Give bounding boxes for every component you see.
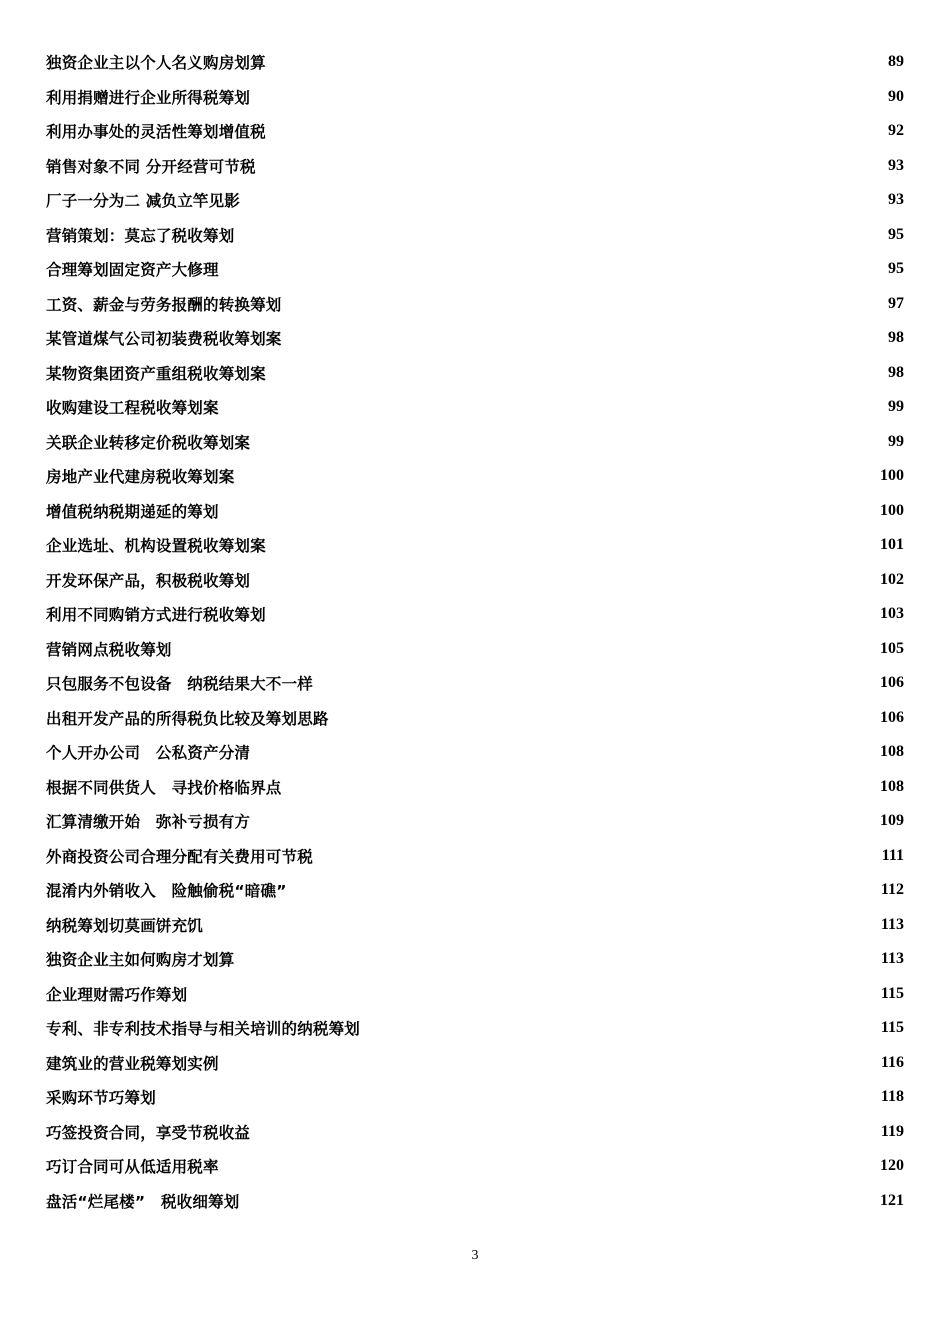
toc-entry[interactable]: [46, 287, 904, 322]
toc-entry-page-number: 90: [888, 87, 904, 105]
toc-entry-title: 汇算清缴开始 弥补亏损有方: [46, 813, 251, 832]
toc-entry-title: 利用捐赠进行企业所得税筹划: [46, 88, 251, 107]
toc-entry[interactable]: [46, 1184, 904, 1219]
toc-entry-title: 外商投资公司合理分配有关费用可节税: [46, 847, 313, 866]
toc-entry-title: 收购建设工程税收筹划案: [46, 399, 219, 418]
toc-entry-page-number: 115: [880, 1019, 904, 1037]
toc-entry[interactable]: [46, 459, 904, 494]
toc-entry-title: 巧签投资合同，享受节税收益: [46, 1123, 251, 1142]
toc-entry-page-number: 95: [888, 225, 904, 243]
toc-entry[interactable]: [46, 114, 904, 149]
toc-entry-title: 工资、薪金与劳务报酬的转换筹划: [46, 295, 282, 314]
toc-entry-page-number: 108: [880, 777, 904, 795]
toc-entry[interactable]: [46, 770, 904, 805]
toc-entry[interactable]: [46, 563, 904, 598]
toc-entry[interactable]: [46, 321, 904, 356]
toc-entry[interactable]: [46, 494, 904, 529]
toc-entry[interactable]: [46, 873, 904, 908]
page-number: 3: [471, 1248, 479, 1263]
toc-entry-title: 企业选址、机构设置税收筹划案: [46, 537, 266, 556]
toc-entry-page-number: 99: [888, 398, 904, 416]
toc-entry-page-number: 116: [880, 1053, 904, 1071]
toc-entry-title: 个人开办公司 公私资产分清: [46, 744, 251, 763]
toc-entry[interactable]: [46, 839, 904, 874]
toc-entry-page-number: 106: [880, 708, 904, 726]
toc-entry-page-number: 102: [880, 570, 904, 588]
toc-entry-page-number: 108: [880, 743, 904, 761]
toc-entry-page-number: 106: [880, 674, 904, 692]
toc-entry[interactable]: [46, 1115, 904, 1150]
toc-entry-page-number: 100: [880, 467, 904, 485]
toc-entry-title: 巧订合同可从低适用税率: [46, 1158, 219, 1177]
toc-entry-page-number: 119: [880, 1122, 904, 1140]
table-of-contents: [46, 45, 904, 1218]
toc-entry-page-number: 97: [888, 294, 904, 312]
toc-entry[interactable]: [46, 252, 904, 287]
toc-entry[interactable]: [46, 390, 904, 425]
toc-entry[interactable]: [46, 666, 904, 701]
toc-entry[interactable]: [46, 977, 904, 1012]
toc-entry-title: 采购环节巧筹划: [46, 1089, 156, 1108]
toc-entry-title: 某管道煤气公司初装费税收筹划案: [46, 330, 282, 349]
toc-entry-title: 某物资集团资产重组税收筹划案: [46, 364, 266, 383]
toc-entry-page-number: 89: [888, 53, 904, 71]
toc-entry-title: 盘活“烂尾楼” 税收细筹划: [46, 1192, 240, 1211]
toc-entry-title: 出租开发产品的所得税负比较及筹划思路: [46, 709, 329, 728]
toc-entry-page-number: 115: [880, 984, 904, 1002]
toc-entry-page-number: 113: [880, 915, 904, 933]
toc-entry[interactable]: [46, 735, 904, 770]
toc-entry-title: 混淆内外销收入 险触偷税“暗礁”: [46, 882, 287, 901]
toc-entry-page-number: 111: [881, 846, 904, 864]
toc-entry-title: 营销网点税收筹划: [46, 640, 172, 659]
toc-entry[interactable]: [46, 804, 904, 839]
toc-entry-title: 只包服务不包设备 纳税结果大不一样: [46, 675, 313, 694]
toc-entry-title: 利用办事处的灵活性筹划增值税: [46, 123, 266, 142]
toc-entry-page-number: 121: [880, 1191, 904, 1209]
toc-entry[interactable]: [46, 218, 904, 253]
toc-entry-page-number: 98: [888, 363, 904, 381]
toc-entry-title: 房地产业代建房税收筹划案: [46, 468, 235, 487]
toc-entry-title: 关联企业转移定价税收筹划案: [46, 433, 251, 452]
toc-entry-page-number: 120: [880, 1157, 904, 1175]
toc-entry[interactable]: [46, 80, 904, 115]
toc-entry-page-number: 93: [888, 156, 904, 174]
toc-entry-title: 建筑业的营业税筹划实例: [46, 1054, 219, 1073]
toc-entry-title: 销售对象不同 分开经营可节税: [46, 157, 256, 176]
toc-entry[interactable]: [46, 632, 904, 667]
toc-entry-page-number: 99: [888, 432, 904, 450]
toc-entry[interactable]: [46, 356, 904, 391]
toc-entry-title: 营销策划：莫忘了税收筹划: [46, 226, 235, 245]
toc-entry-page-number: 92: [888, 122, 904, 140]
toc-entry-title: 纳税筹划切莫画饼充饥: [46, 916, 204, 935]
toc-entry[interactable]: [46, 701, 904, 736]
toc-entry-page-number: 95: [888, 260, 904, 278]
toc-entry-page-number: 101: [880, 536, 904, 554]
toc-entry[interactable]: [46, 183, 904, 218]
toc-entry[interactable]: [46, 1080, 904, 1115]
toc-entry[interactable]: [46, 425, 904, 460]
toc-entry-page-number: 112: [880, 881, 904, 899]
toc-entry-title: 独资企业主如何购房才划算: [46, 951, 235, 970]
toc-entry-title: 合理筹划固定资产大修理: [46, 261, 219, 280]
toc-entry-title: 利用不同购销方式进行税收筹划: [46, 606, 266, 625]
toc-entry-page-number: 103: [880, 605, 904, 623]
toc-entry-page-number: 100: [880, 501, 904, 519]
toc-entry-title: 厂子一分为二 减负立竿见影: [46, 192, 240, 211]
toc-entry[interactable]: [46, 942, 904, 977]
toc-entry-page-number: 109: [880, 812, 904, 830]
toc-entry[interactable]: [46, 1149, 904, 1184]
toc-entry[interactable]: [46, 149, 904, 184]
toc-entry[interactable]: [46, 45, 904, 80]
toc-entry[interactable]: [46, 528, 904, 563]
toc-entry-title: 独资企业主以个人名义购房划算: [46, 54, 266, 73]
toc-entry[interactable]: [46, 1046, 904, 1081]
toc-entry-page-number: 98: [888, 329, 904, 347]
toc-entry-page-number: 105: [880, 639, 904, 657]
toc-entry-title: 根据不同供货人 寻找价格临界点: [46, 778, 282, 797]
toc-entry-page-number: 93: [888, 191, 904, 209]
toc-entry-title: 增值税纳税期递延的筹划: [46, 502, 219, 521]
toc-entry-page-number: 113: [880, 950, 904, 968]
toc-entry-title: 专利、非专利技术指导与相关培训的纳税筹划: [46, 1020, 361, 1039]
toc-entry-title: 开发环保产品，积极税收筹划: [46, 571, 251, 590]
toc-entry[interactable]: [46, 1011, 904, 1046]
toc-entry[interactable]: [46, 908, 904, 943]
toc-entry-title: 企业理财需巧作筹划: [46, 985, 188, 1004]
toc-entry[interactable]: [46, 597, 904, 632]
toc-entry-page-number: 118: [880, 1088, 904, 1106]
